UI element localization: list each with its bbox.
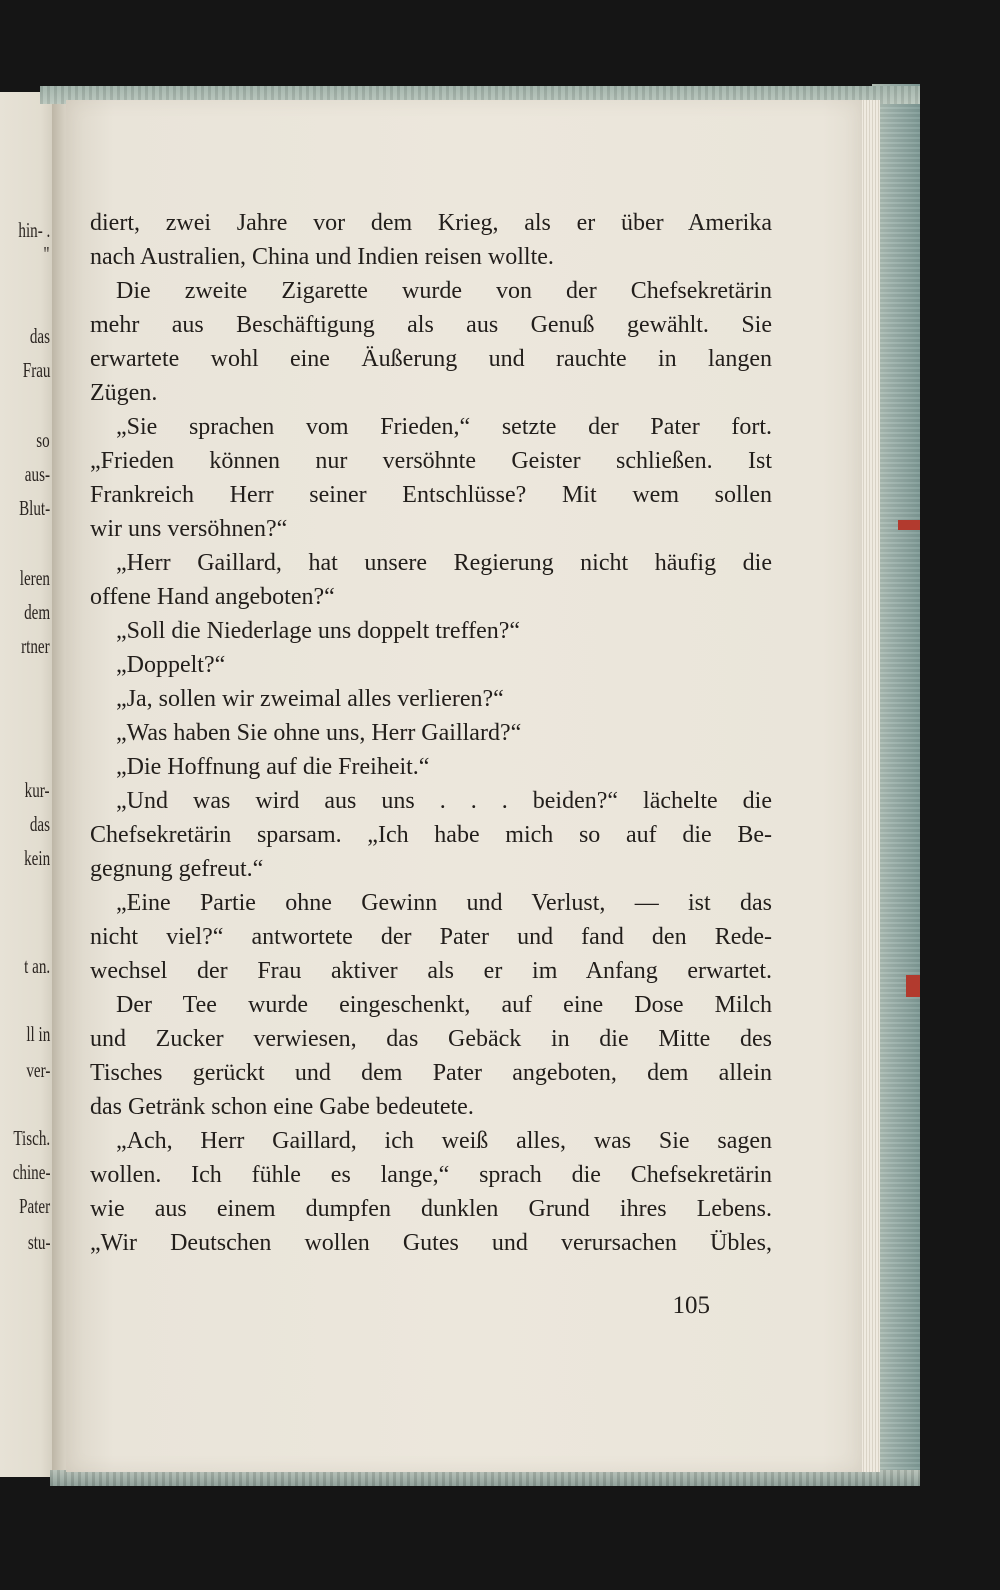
left-page-fragment: chine-	[12, 1160, 50, 1184]
left-page-fragment: Frau	[22, 358, 50, 382]
cover-mark	[898, 520, 920, 530]
left-page-fragment: ver-	[25, 1058, 50, 1082]
left-page-fragment: so	[36, 428, 50, 452]
text-line: „Was haben Sie ohne uns, Herr Gaillard?“	[116, 720, 522, 746]
page-text	[90, 206, 772, 1260]
main-page	[66, 100, 862, 1472]
left-page-fragment: dem	[23, 600, 50, 624]
left-page-fragment: kein	[23, 846, 50, 870]
left-page-fragment: ll in	[26, 1022, 50, 1046]
text-line: „Herr Gaillard, hat unsere Regierung nicht häufig die	[116, 550, 772, 576]
text-line: mehr aus Beschäftigung als aus Genuß gewählt. Sie	[90, 312, 772, 338]
text-line: das Getränk schon eine Gabe bedeutete.	[90, 1094, 474, 1120]
text-line: wie aus einem dumpfen dunklen Grund ihres Lebens.	[90, 1196, 772, 1222]
text-line: offene Hand angeboten?“	[90, 584, 335, 610]
text-line: „Wir Deutschen wollen Gutes und verursachen Übles,	[90, 1230, 772, 1256]
text-line: Chefsekretärin sparsam. „Ich habe mich so auf die Be-	[90, 822, 772, 848]
text-line: Zügen.	[90, 380, 158, 406]
left-page-fragment: Blut-	[18, 496, 50, 520]
left-page-fragment: "	[43, 242, 50, 266]
text-line: „Soll die Niederlage uns doppelt treffen?“	[116, 618, 521, 644]
text-line: Tisches gerückt und dem Pater angeboten, dem allein	[90, 1060, 772, 1086]
text-line: Der Tee wurde eingeschenkt, auf eine Dose Milch	[116, 992, 772, 1018]
left-page-fragment: aus-	[24, 462, 50, 486]
text-line: „Doppelt?“	[116, 652, 226, 678]
text-line: „Frieden können nur versöhnte Geister schließen. Ist	[90, 448, 772, 474]
text-line: und Zucker verwiesen, das Gebäck in die Mitte des	[90, 1026, 772, 1052]
text-line: erwartete wohl eine Äußerung und rauchte in langen	[90, 346, 772, 372]
page-number: 105	[672, 1292, 710, 1319]
text-line: „Eine Partie ohne Gewinn und Verlust, — ist das	[116, 890, 772, 916]
left-page-fragment: kur-	[25, 778, 50, 802]
text-line: wollen. Ich fühle es lange,“ sprach die Chefsekretärin	[90, 1162, 772, 1188]
text-line: wir uns versöhnen?“	[90, 516, 288, 542]
left-page-fragment: hin- .	[18, 218, 50, 242]
text-line: „Ach, Herr Gaillard, ich weiß alles, was Sie sagen	[116, 1128, 772, 1154]
left-page-fragment: rtner	[21, 634, 50, 658]
text-line: diert, zwei Jahre vor dem Krieg, als er über Amerika	[90, 210, 772, 236]
left-page-fragment: t an.	[23, 954, 50, 978]
text-line: „Ja, sollen wir zweimal alles verlieren?“	[116, 686, 504, 712]
cover-mark	[906, 975, 920, 997]
left-page-fragment: das	[29, 812, 50, 836]
left-page-fragment: Pater	[18, 1194, 50, 1218]
text-line: Die zweite Zigarette wurde von der Chefsekretärin	[116, 278, 772, 304]
left-page-fragment: das	[29, 324, 50, 348]
text-line: nicht viel?“ antwortete der Pater und fand den Rede-	[90, 924, 772, 950]
text-line: „Sie sprachen vom Frieden,“ setzte der Pater fort.	[116, 414, 772, 440]
text-line: „Die Hoffnung auf die Freiheit.“	[116, 754, 430, 780]
text-line: gegnung gefreut.“	[90, 856, 264, 882]
left-page	[0, 92, 58, 1477]
text-line: Frankreich Herr seiner Entschlüsse? Mit wem sollen	[90, 482, 772, 508]
left-page-fragment: stu-	[27, 1230, 50, 1254]
text-line: wechsel der Frau aktiver als er im Anfang erwartet.	[90, 958, 772, 984]
cover-bottom-band	[50, 1470, 920, 1486]
left-page-fragment: Tisch.	[13, 1126, 50, 1150]
text-line: nach Australien, China und Indien reisen wollte.	[90, 244, 554, 270]
left-page-fragment: leren	[19, 566, 50, 590]
text-line: „Und was wird aus uns . . . beiden?“ lächelte die	[116, 788, 772, 814]
